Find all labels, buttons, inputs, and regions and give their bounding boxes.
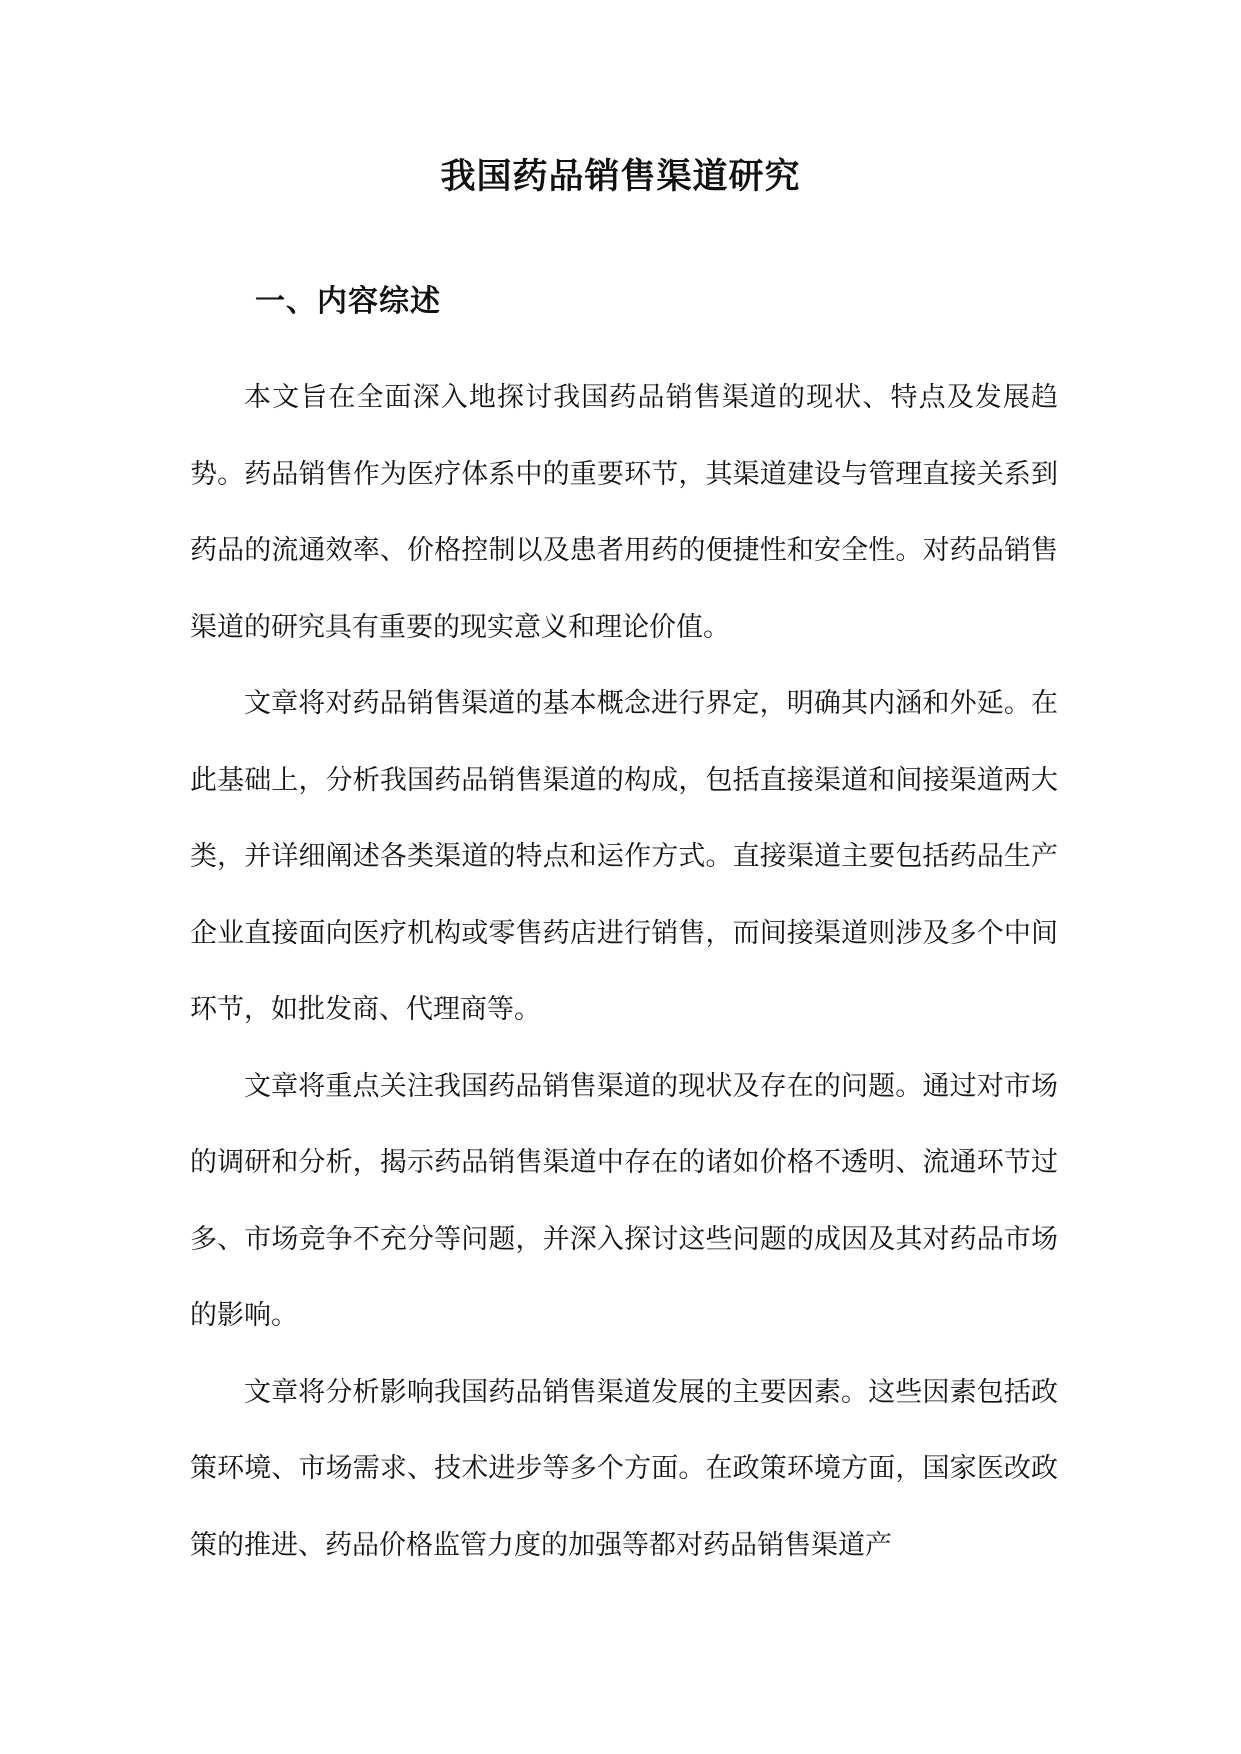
paragraph: 文章将分析影响我国药品销售渠道发展的主要因素。这些因素包括政策环境、市场需求、技术进步等多个方面。在政策环境方面，国家医改政策的推进、药品价格监管力度的加强等都对药品销售渠道产 (190, 1376, 1058, 1561)
paragraph: 文章将对药品销售渠道的基本概念进行界定，明确其内涵和外延。在此基础上，分析我国药品销售渠道的构成，包括直接渠道和间接渠道两大类，并详细阐述各类渠道的特点和运作方式。直接渠道主要包括药品生产企业直接面向医疗机构或零售药店进行销售，而间接渠道则涉及多个中间环节，如批发商、代理商等。 (190, 688, 1058, 1025)
document-title: 我国药品销售渠道研究 (440, 157, 801, 197)
paragraph: 文章将重点关注我国药品销售渠道的现状及存在的问题。通过对市场的调研和分析，揭示药品销售渠道中存在的诸如价格不透明、流通环节过多、市场竞争不充分等问题，并深入探讨这些问题的成因及其对药品市场的影响。 (190, 1070, 1058, 1331)
section-heading: 一、内容综述 (255, 284, 441, 319)
paragraph: 本文旨在全面深入地探讨我国药品销售渠道的现状、特点及发展趋势。药品销售作为医疗体系中的重要环节，其渠道建设与管理直接关系到药品的流通效率、价格控制以及患者用药的便捷性和安全性。对药品销售渠道的研究具有重要的现实意义和理论价值。 (190, 382, 1058, 643)
body-text (190, 360, 1058, 1584)
